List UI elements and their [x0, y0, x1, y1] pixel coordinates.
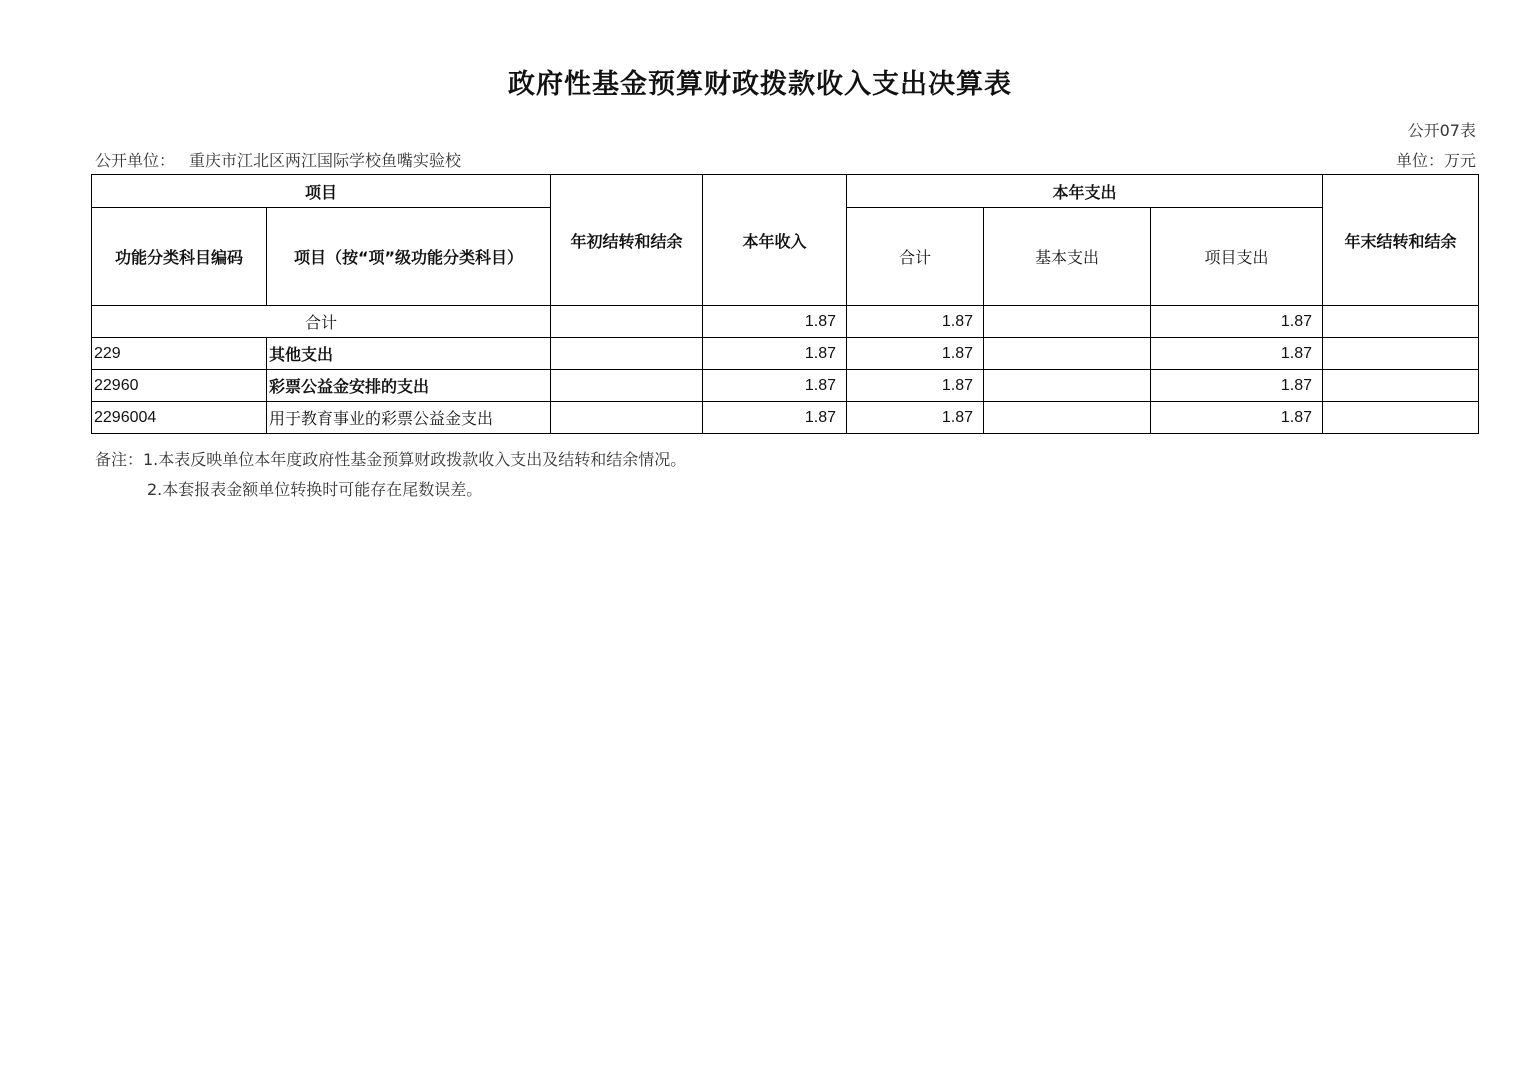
header-project: 项目 — [92, 175, 551, 208]
header-income: 本年收入 — [703, 175, 847, 306]
cell-project-exp: 1.87 — [1151, 306, 1323, 338]
form-number: 公开07表 — [1407, 121, 1476, 140]
money-unit: 单位：万元 — [1395, 151, 1476, 170]
total-row — [92, 306, 1479, 338]
total-label: 合计 — [92, 306, 551, 338]
header-expense: 本年支出 — [847, 175, 1323, 208]
cell-name: 其他支出 — [267, 338, 551, 370]
note-2: 2.本套报表金额单位转换时可能存在尾数误差。 — [147, 480, 483, 499]
cell-basic — [984, 402, 1151, 434]
table-row — [92, 370, 1479, 402]
header-basic: 基本支出 — [984, 208, 1151, 306]
org-label: 公开单位： — [95, 151, 176, 170]
unit-row — [95, 148, 1476, 171]
cell-name: 彩票公益金安排的支出 — [267, 370, 551, 402]
page-title: 政府性基金预算财政拨款收入支出决算表 — [508, 69, 1012, 100]
budget-table — [91, 174, 1479, 434]
cell-begin-balance — [551, 338, 703, 370]
cell-project-exp: 1.87 — [1151, 338, 1323, 370]
cell-total: 1.87 — [847, 338, 984, 370]
cell-income: 1.87 — [703, 306, 847, 338]
cell-total: 1.87 — [847, 402, 984, 434]
cell-income: 1.87 — [703, 402, 847, 434]
cell-income: 1.87 — [703, 338, 847, 370]
cell-total: 1.87 — [847, 370, 984, 402]
header-item: 项目（按“项”级功能分类科目） — [267, 208, 551, 306]
cell-code: 229 — [92, 338, 267, 370]
cell-income: 1.87 — [703, 370, 847, 402]
cell-total: 1.87 — [847, 306, 984, 338]
cell-basic — [984, 306, 1151, 338]
cell-project-exp: 1.87 — [1151, 370, 1323, 402]
table-row — [92, 402, 1479, 434]
cell-name: 用于教育事业的彩票公益金支出 — [267, 402, 551, 434]
cell-begin-balance — [551, 306, 703, 338]
header-begin-balance: 年初结转和结余 — [551, 175, 703, 306]
cell-end-balance — [1323, 370, 1479, 402]
cell-begin-balance — [551, 402, 703, 434]
cell-end-balance — [1323, 402, 1479, 434]
header-total: 合计 — [847, 208, 984, 306]
header-code: 功能分类科目编码 — [92, 208, 267, 306]
note-1: 备注：1.本表反映单位本年度政府性基金预算财政拨款收入支出及结转和结余情况。 — [95, 450, 687, 469]
cell-code: 22960 — [92, 370, 267, 402]
cell-project-exp: 1.87 — [1151, 402, 1323, 434]
cell-begin-balance — [551, 370, 703, 402]
org-name: 重庆市江北区两江国际学校鱼嘴实验校 — [189, 151, 462, 170]
cell-basic — [984, 338, 1151, 370]
cell-end-balance — [1323, 338, 1479, 370]
table-row — [92, 338, 1479, 370]
cell-code: 2296004 — [92, 402, 267, 434]
org-info — [95, 148, 475, 171]
header-project-exp: 项目支出 — [1151, 208, 1323, 306]
cell-end-balance — [1323, 306, 1479, 338]
header-end-balance: 年末结转和结余 — [1323, 175, 1479, 306]
cell-basic — [984, 370, 1151, 402]
